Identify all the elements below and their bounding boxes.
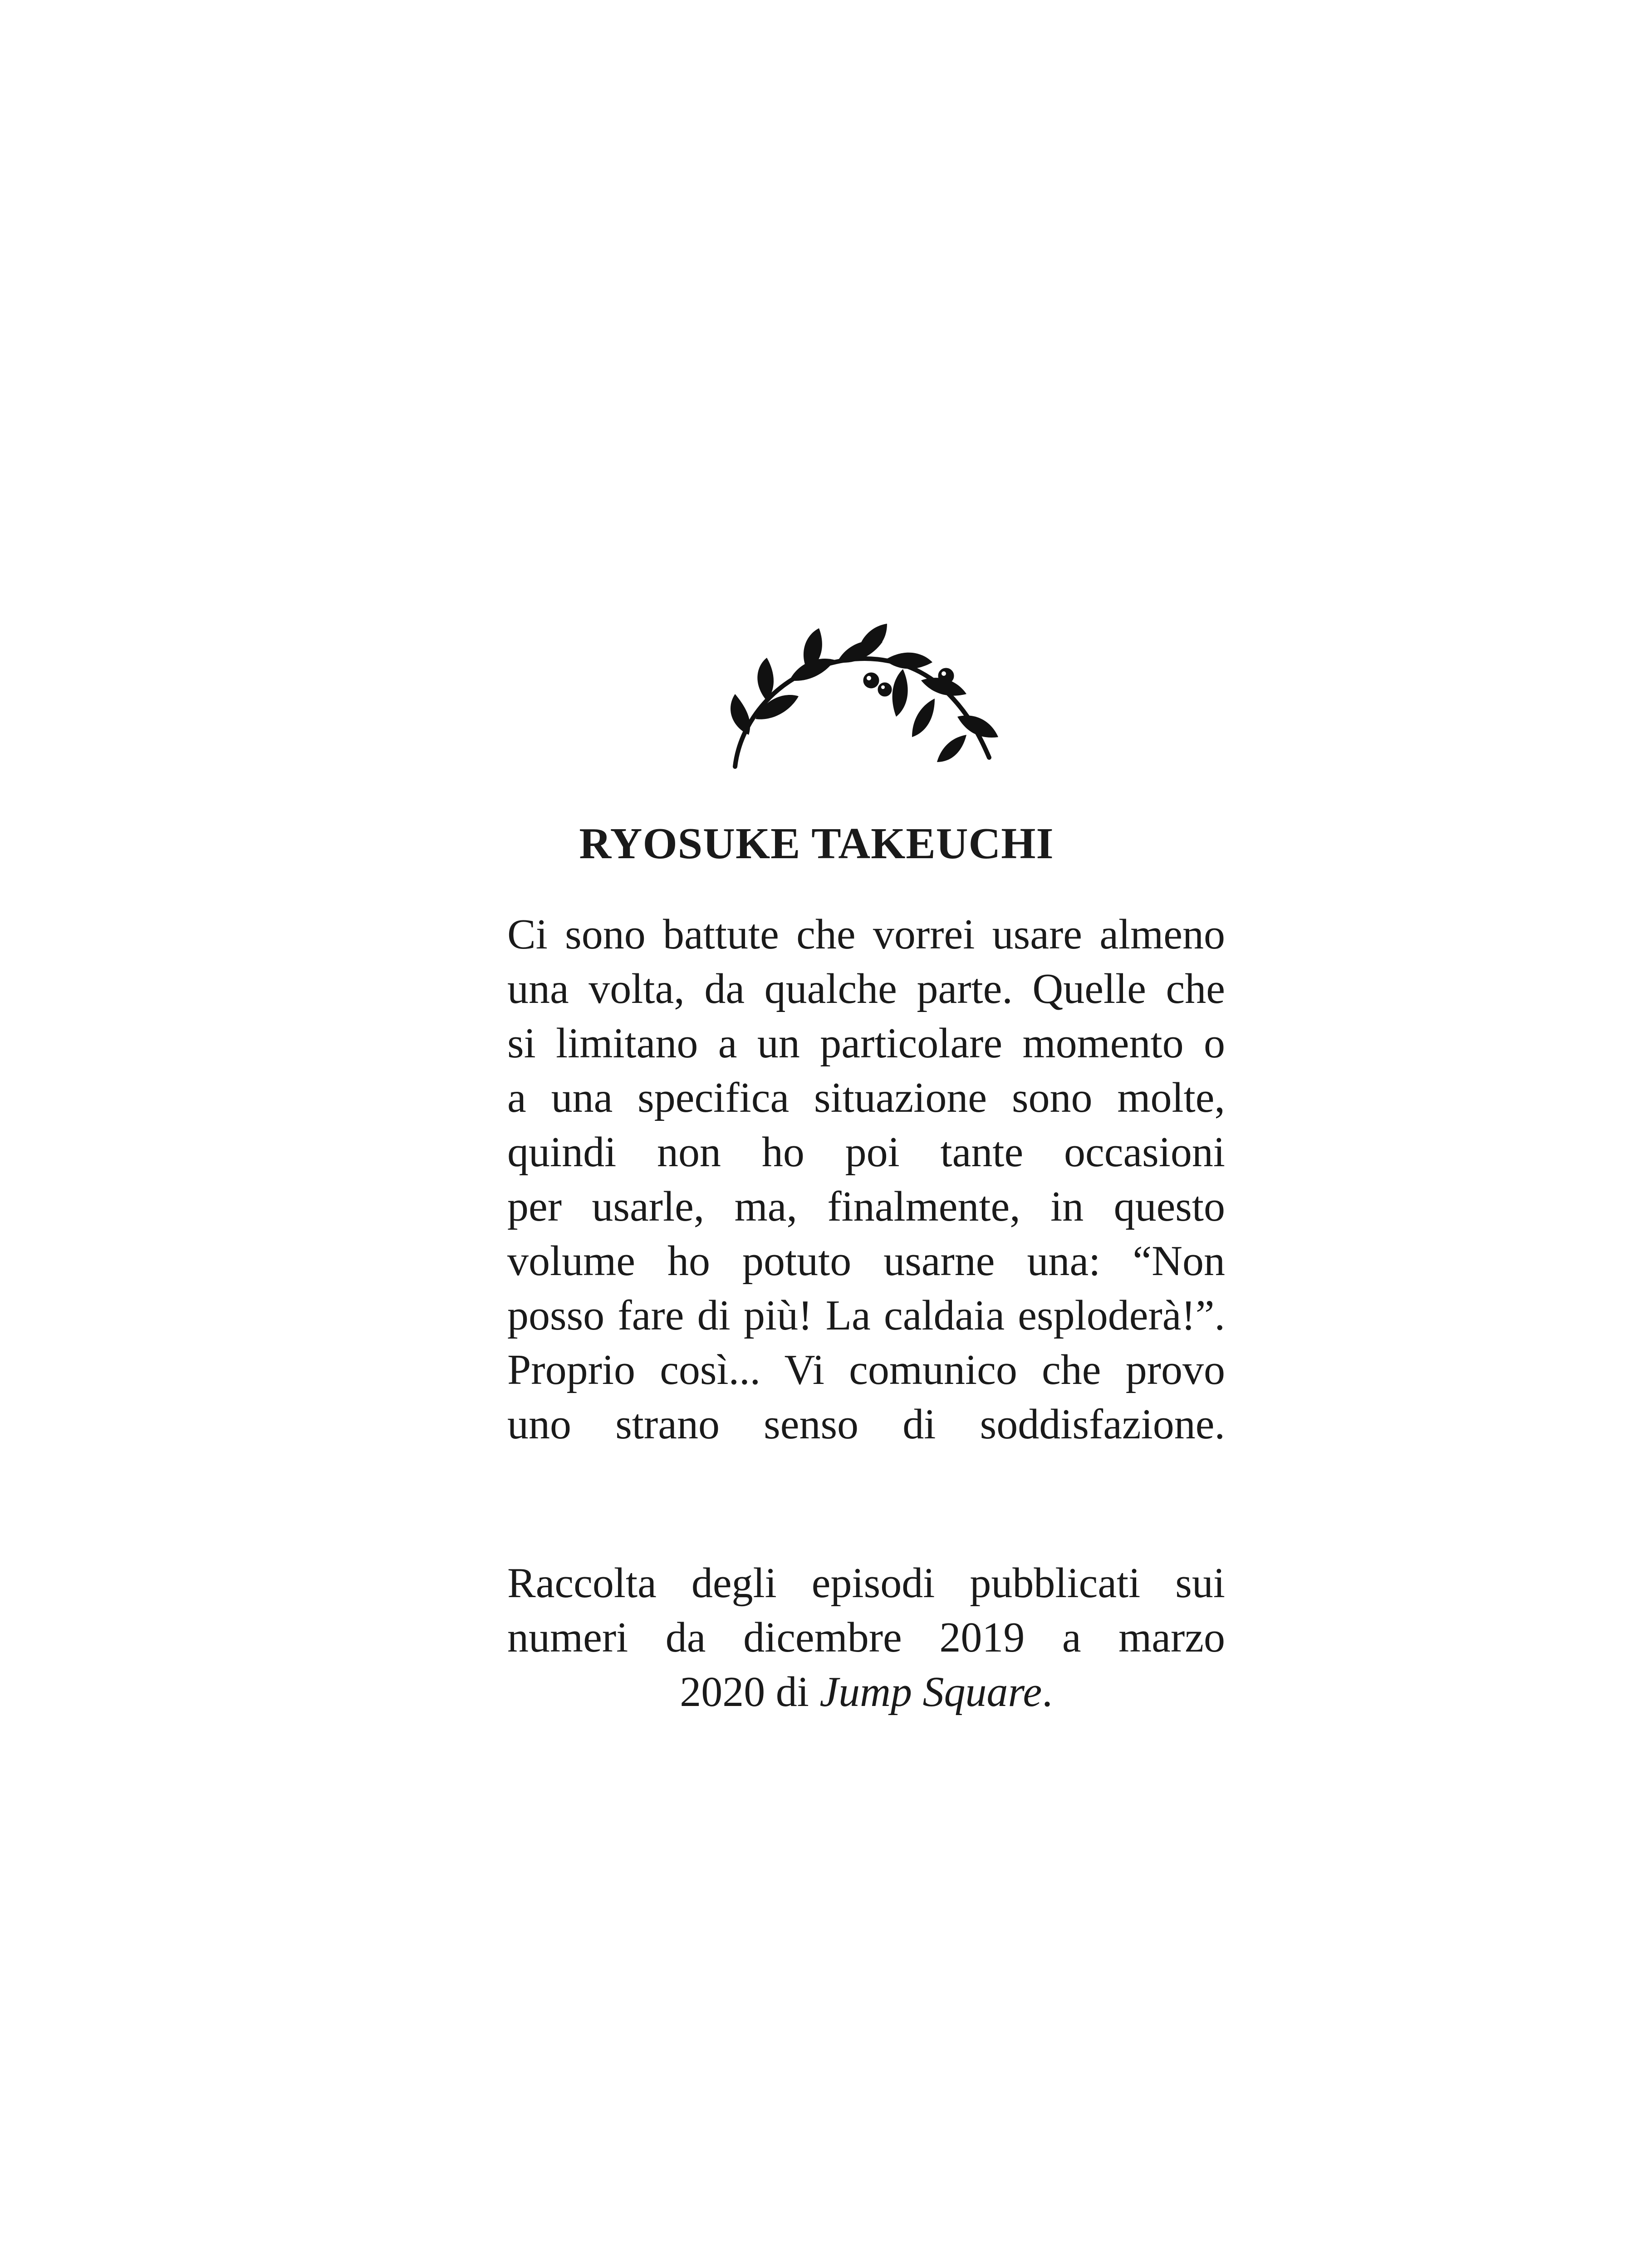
comment-line: una volta, da qualche parte. Quelle che bbox=[507, 965, 1225, 1012]
laurel-branch-icon bbox=[721, 621, 1003, 776]
publication-year-prefix: 2020 di bbox=[680, 1668, 820, 1716]
comment-line: Proprio così... Vi comunico che provo bbox=[507, 1346, 1225, 1393]
author-name: RYOSUKE TAKEUCHI bbox=[579, 819, 1054, 868]
comment-line: si limitano a un particolare momento o bbox=[507, 1020, 1225, 1067]
publication-note-period: . bbox=[1042, 1668, 1053, 1716]
comment-line: a una specifica situazione sono molte, bbox=[507, 1074, 1225, 1121]
publication-note-line: Raccolta degli episodi pubblicati sui bbox=[507, 1559, 1225, 1607]
publication-note bbox=[507, 1556, 1225, 1719]
comment-line: volume ho potuto usarne una: “Non bbox=[507, 1237, 1225, 1285]
author-comment bbox=[507, 907, 1225, 1452]
comment-line: posso fare di più! La caldaia esploderà!”. bbox=[507, 1292, 1225, 1339]
magazine-title: Jump Square bbox=[819, 1668, 1042, 1716]
comment-line: quindi non ho poi tante occasioni bbox=[507, 1129, 1225, 1176]
publication-note-line bbox=[507, 1665, 1225, 1719]
publication-note-line: numeri da dicembre 2019 a marzo bbox=[507, 1614, 1225, 1661]
comment-line: Ci sono battute che vorrei usare almeno bbox=[507, 911, 1225, 958]
comment-line: per usarle, ma, finalmente, in questo bbox=[507, 1183, 1225, 1230]
comment-line: uno strano senso di soddisfazione. bbox=[507, 1401, 1225, 1448]
